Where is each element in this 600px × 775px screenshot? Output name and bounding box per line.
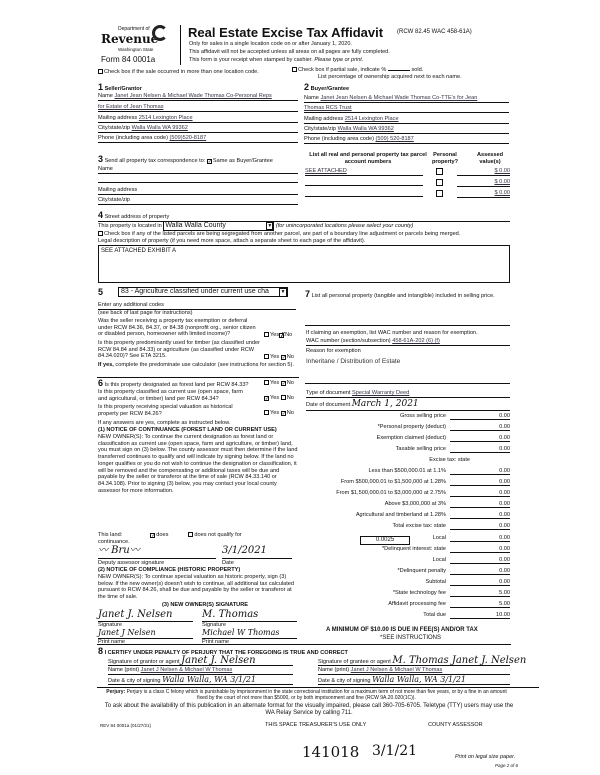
page-number: Page 2 of 6	[495, 763, 519, 768]
tax-row	[305, 446, 510, 457]
grantor-date-city[interactable]	[108, 675, 293, 685]
no-label: No	[285, 332, 293, 338]
form-number: Form 84 0001a	[101, 55, 156, 64]
tax-label: Affidavit processing fee	[388, 600, 446, 607]
minimum-note: A MINIMUM OF $10.00 IS DUE IN FEE(S) AND/OR TAX	[326, 627, 478, 633]
form-rcw: (RCW 82.45 WAC 458-61A)	[397, 29, 472, 35]
county-select[interactable]	[163, 221, 274, 231]
buyer-heading	[304, 82, 349, 93]
tax-row	[305, 501, 510, 512]
tax-value[interactable]: 0.00	[450, 557, 510, 564]
tax-label: *Delinquent penalty	[397, 567, 446, 574]
dept-label: Department of	[118, 26, 150, 32]
label: Type of document	[306, 390, 351, 396]
sig-label: Signature	[98, 622, 122, 628]
form-title: Real Estate Excise Tax Affidavit	[188, 25, 384, 40]
local-rate-field[interactable]: 0.0025	[360, 536, 410, 545]
county-assessor: COUNTY ASSESSOR	[428, 722, 483, 728]
perjury-bold: Perjury:	[106, 689, 126, 695]
treasurer-space: THIS SPACE TREASURER'S USE ONLY	[265, 722, 367, 728]
section-number: 3	[98, 154, 104, 164]
stamp-number: 141018	[302, 743, 360, 761]
stamp-date: 3/1/21	[372, 743, 418, 759]
value: Janet J Nelsen & Michael W Thomas	[350, 667, 443, 673]
county-note: (for unincorporated locations please select your county)	[275, 223, 414, 229]
no-label: No	[286, 354, 294, 360]
personal-property-header: Personal property?	[431, 152, 459, 165]
legal-description-field[interactable]	[98, 245, 510, 283]
tax-label: Excise tax: state	[429, 457, 470, 464]
parcel-row	[305, 168, 510, 179]
personal-property-field[interactable]	[305, 320, 510, 326]
q-timber: Is this property predominantly used for timber (as classified under RCW 84.84 and 84.33) or agriculture (as classified under RCW 84.34.020)? See ETA 3215.	[98, 340, 260, 360]
label: Enter any additional codes	[98, 302, 164, 308]
tax-label: Taxable selling price	[395, 446, 446, 453]
same-as-buyer-label: Same as Buyer/Grantee	[212, 158, 273, 164]
wac-value: 458-61A-202 (6) (f)	[392, 338, 440, 344]
buyer-city[interactable]	[304, 126, 509, 134]
tax-label: Local	[432, 534, 446, 541]
segregated-label: Check box if any of the listed parcels are being segregated from another parcel, are part of a boundary line adjustment or parcels being merged.	[104, 231, 461, 237]
grantor-signature[interactable]	[108, 656, 293, 666]
tax-value[interactable]: 0.00	[450, 501, 510, 508]
parcel-number[interactable]	[305, 179, 423, 186]
yes-label: Yes	[270, 332, 280, 338]
tax-label: Gross selling price	[399, 413, 446, 419]
tax-label: *Personal property (deduct)	[377, 424, 446, 431]
yes-label: Yes	[270, 380, 280, 386]
no-checkbox[interactable]: ✗	[280, 332, 286, 339]
any-yes-note: If any answers are yes, complete as instructed below.	[98, 420, 231, 426]
q-current-use-answer[interactable]	[264, 395, 294, 402]
header-line3	[189, 57, 363, 64]
personal-property-checkbox[interactable]	[436, 190, 443, 197]
divider	[97, 644, 511, 645]
q-forest-text: Is this property designated as forest land per RCW 84.33?	[104, 382, 249, 388]
tax-row	[305, 413, 510, 424]
value: (509) 520-8187	[375, 136, 414, 142]
label: Phone (including area code)	[98, 135, 168, 141]
tax-row	[305, 557, 510, 568]
no-checkbox[interactable]: ✓	[281, 411, 286, 417]
doc-date-field[interactable]	[306, 399, 510, 411]
tax-value[interactable]: 5.00	[450, 590, 510, 597]
tax-value[interactable]: 5.00	[450, 601, 510, 608]
parcel-number[interactable]	[305, 190, 423, 197]
header-line3-italic: Please type or print.	[314, 57, 364, 63]
list-pct-note: List percentage of ownership acquired next to each name.	[318, 74, 462, 80]
notice1-text: NEW OWNER(S): To continue the current designation as forest land or classification as current use (open space, farm and agriculture, or timber) land, you must sign on (3) below. The county assessor must then determine if the land transferred continues to qualify and will indicate by signing below. If the land no longer qualifies or you do not wish to continue the designation or classification, it will be removed and the compensating or additional taxes will be due and payable by the seller or transferor at the time of sale (RCW 84.33.140 or 84.34.108). Prior to signing (3) below, you may contact your local county assessor for more information.	[98, 434, 298, 494]
legal-paper-note: Print on legal size paper.	[455, 754, 516, 760]
sec3-city[interactable]	[98, 197, 298, 205]
does-label: does	[156, 532, 169, 538]
tax-value[interactable]: 0.00	[450, 579, 510, 586]
segregated-check[interactable]	[98, 231, 460, 238]
reason-line	[305, 378, 510, 384]
owner2-print[interactable]: Michael W Thomas	[202, 628, 297, 639]
seller-title: Seller/Grantor	[104, 86, 142, 92]
tax-row	[305, 601, 510, 612]
label: Name	[98, 93, 113, 99]
personal-property-checkbox[interactable]	[436, 168, 443, 175]
section-number: 6	[98, 378, 104, 388]
see-instructions: *SEE INSTRUCTIONS	[380, 635, 442, 641]
label: This land:	[98, 532, 123, 538]
tax-label: Total due	[423, 611, 446, 618]
yes-label: Yes	[270, 410, 280, 416]
tax-label: *State technology fee	[392, 589, 446, 596]
label: Name	[98, 166, 113, 172]
tax-value[interactable]: 10.00	[450, 612, 510, 619]
county-value: Walla Walla County	[165, 222, 226, 229]
revenue-logo-icon	[152, 25, 168, 41]
no-checkbox[interactable]: ✓	[281, 381, 286, 387]
buyer-name-line2[interactable]	[304, 105, 509, 113]
label: Street address of property	[104, 214, 170, 220]
tax-row	[305, 512, 510, 523]
label: Name (print)	[318, 667, 350, 673]
sold-label: sold.	[411, 67, 424, 73]
value: Walla Walla, WA 3/1/21	[372, 675, 466, 684]
parcels-header: List all real and personal property tax parcel account numbers	[309, 152, 427, 165]
buyer-mail[interactable]	[304, 116, 509, 124]
rev-number: REV 84 0001a (01/27/21)	[100, 723, 152, 728]
q-historic: Is this property receiving special valuation as historical property per RCW 84.26?	[98, 404, 233, 417]
tax-value[interactable]: 0.00	[450, 535, 510, 542]
ifyes-rest: complete the predominate use calculator (see instructions for section 5).	[115, 362, 294, 368]
tax-row	[305, 590, 510, 601]
additional-codes-field[interactable]	[98, 302, 296, 310]
buyer-phone[interactable]	[304, 136, 509, 144]
tax-value[interactable]: 0.00	[450, 512, 510, 519]
buyer-name-cont: Thomas RCS Trust	[304, 105, 352, 111]
same-as-buyer-checkbox[interactable]: ✓	[207, 159, 213, 165]
continuance-label: continuance.	[98, 539, 130, 545]
seller-city[interactable]	[98, 125, 298, 133]
section-number: 8	[98, 646, 104, 656]
owner1-signature[interactable]: Janet J. Nelsen	[98, 609, 193, 622]
does-not-checkbox[interactable]	[188, 532, 193, 537]
seller-mail[interactable]	[98, 115, 298, 123]
notice1-title: (1) NOTICE OF CONTINUANCE (FOREST LAND OR CURRENT USE)	[98, 427, 277, 433]
tax-row	[305, 523, 510, 534]
tax-value[interactable]: 0.00	[450, 435, 510, 442]
value: 2514 Lexington Place	[138, 115, 193, 121]
no-label: No	[286, 380, 294, 386]
state-label: Washington State	[118, 47, 154, 52]
yes-label: Yes	[270, 395, 280, 401]
label: City/state/zip	[304, 126, 337, 132]
grantee-date-city[interactable]	[318, 675, 510, 685]
tax-row	[305, 457, 510, 468]
label: Name	[304, 95, 319, 101]
q-forest	[98, 378, 249, 389]
tax-label: Local	[432, 556, 446, 563]
chevron-down-icon[interactable]: ▼	[280, 289, 286, 295]
label: Mailing address	[98, 187, 138, 193]
sec3-heading	[98, 154, 273, 165]
tax-value[interactable]: 0.00	[450, 568, 510, 575]
seller-phone[interactable]	[98, 135, 298, 143]
assessed-value[interactable]: $ 0.00	[457, 168, 510, 176]
tax-row	[305, 490, 510, 501]
tax-value[interactable]: 0.00	[450, 424, 510, 431]
no-checkbox[interactable]	[281, 395, 286, 400]
yes-checkbox[interactable]	[264, 410, 269, 415]
tax-label: Exemption claimed (deduct)	[376, 435, 446, 442]
ifyes-note	[98, 362, 298, 369]
tax-value[interactable]: 0.00	[450, 468, 510, 475]
label: Mailing address	[98, 115, 138, 121]
reason-label: Reason for exemption	[306, 348, 361, 354]
multi-location-label: Check box if the sale occurred in more than one location code.	[104, 69, 259, 75]
no-label: No	[286, 410, 294, 416]
tax-value[interactable]: 0.00	[450, 523, 510, 530]
certify-text: I CERTIFY UNDER PENALTY OF PERJURY THAT THE FOREGOING IS TRUE AND CORRECT	[104, 650, 348, 656]
ifyes-bold: If yes,	[98, 362, 114, 368]
q-exemption-answer[interactable]	[264, 332, 292, 339]
signature-mark: M. Thomas Janet J. Nelsen	[392, 655, 527, 666]
value: Janet J Nelsen & Michael W Thomas	[140, 667, 233, 673]
this-land-row	[98, 532, 242, 539]
sec7-text: List all personal property (tangible and intangible) included in selling price.	[311, 293, 495, 299]
checkbox[interactable]	[98, 231, 103, 236]
tax-label: Above $3,000,000 at 3%	[384, 501, 446, 508]
land-use-code: 83 - Agriculture classified under current use cha	[121, 288, 269, 295]
value: Walla Walla WA 99362	[131, 125, 188, 131]
no-checkbox[interactable]: ✓	[281, 355, 286, 361]
sec5-heading	[98, 287, 103, 298]
personal-property-checkbox[interactable]	[436, 179, 443, 186]
yes-checkbox[interactable]: ✓	[265, 396, 270, 402]
sig-label: Signature	[202, 622, 226, 628]
notice2-text: NEW OWNER(S): To continue special valuation as historic property, sign (3) below. If the new owner(s) doesn't wish to continue, all additional tax calculated pursuant to RCW 84.26, shall be due and payable by the seller or transferor at the time of sale.	[98, 574, 295, 601]
tax-label: *Delinquent interest: state	[381, 545, 446, 552]
tax-row	[305, 612, 510, 623]
value: Walla Walla WA 99362	[337, 126, 394, 132]
notice3-title: (3) NEW OWNER(S) SIGNATURE	[162, 602, 248, 608]
deputy-sig-label: Deputy assessor signature	[98, 560, 165, 566]
tax-row	[305, 479, 510, 490]
tax-label: Agricultural and timberland at 1.28%	[355, 512, 446, 519]
partial-pct-field[interactable]	[388, 70, 410, 71]
multi-location-check[interactable]	[98, 69, 259, 76]
value: 2514 Lexington Place	[344, 116, 399, 122]
seller-heading	[98, 82, 142, 93]
tax-label: From $1,500,000.01 to $3,000,000 at 2.75%	[336, 490, 446, 497]
checkbox[interactable]	[292, 67, 297, 72]
date-label: Date	[222, 560, 234, 566]
sec3-mail[interactable]	[98, 187, 298, 195]
perjury-text: Perjury is a class C felony which is punishable by imprisonment in the state correctional institution for a maximum term of not more than five years, or by a fine in an amount fixed by the court of not more than $5000, or by both imprisonment and fine (RCW 9A.20.020(1C)).	[126, 689, 507, 701]
print-label: Print name	[202, 639, 230, 645]
yes-checkbox[interactable]	[264, 354, 269, 359]
accessibility-note: To ask about the availability of this publication in an alternate format for the visually impaired, please call 360-705-6705. Teletype (TTY) users may use the WA Relay Service by calling 711.	[104, 703, 514, 717]
q-exemption: Was the seller receiving a property tax exemption or deferral under RCW 84.36, 84.37, or 84.38 (nonprofit org., senior citizen or disabled person, homeowner with limited income)?	[98, 318, 256, 338]
reason-value[interactable]: Inheritane / Distribution of Estate	[306, 358, 401, 365]
label: WAC number (section/subsection)	[306, 338, 391, 344]
buyer-name-line1[interactable]	[304, 95, 509, 103]
header-line1: Only for sales in a single location code on or after January 1, 2020.	[189, 41, 352, 47]
header-divider	[180, 25, 181, 65]
sec3-label: Send all property tax correspondence to:	[104, 158, 206, 164]
label: Signature of grantor or agent	[108, 659, 180, 665]
label: Date & city of signing	[108, 678, 161, 684]
sec7-label	[305, 289, 510, 300]
legal-value: SEE ATTACHED EXHIBIT A	[101, 248, 177, 254]
value: (509)520-8187	[169, 135, 207, 141]
tax-label: Total excise tax: state	[392, 523, 446, 530]
label: Phone (including area code)	[304, 136, 374, 142]
legal-label: Legal description of property (if you need more space, attach a separate sheet to each page of the affidavit).	[98, 238, 366, 244]
parcel-row	[305, 179, 510, 190]
land-use-code-select[interactable]	[118, 287, 288, 297]
exemption-note: If claiming an exemption, list WAC number and reason for exemption.	[306, 330, 478, 336]
yes-label: Yes	[270, 354, 280, 360]
parcel-rows	[305, 168, 510, 201]
seller-name: Janet Jean Nelsen & Michael Wade Thomas Co-Personal Reps	[114, 93, 272, 99]
tax-label: From $500,000.01 to $1,500,000 at 1.28%	[340, 479, 446, 486]
wac-field[interactable]	[306, 338, 510, 346]
section-number: 1	[98, 82, 104, 92]
section-number: 5	[98, 287, 104, 297]
see-back-note: (see back of last page for instructions)	[98, 310, 193, 316]
label: This property is located in	[98, 223, 162, 229]
section-number: 2	[304, 82, 310, 92]
parcel-number[interactable]: SEE ATTACHED	[305, 168, 423, 176]
deputy-date[interactable]: 3/1/2021	[222, 545, 292, 559]
tax-row	[305, 468, 510, 479]
label: Signature of grantee or agent	[318, 659, 391, 665]
partial-sale-check[interactable]	[292, 67, 423, 74]
header-line2: This affidavit will not be accepted unless all areas on all pages are fully completed.	[189, 49, 390, 55]
county-row	[98, 221, 413, 231]
seller-name-line1[interactable]	[98, 93, 298, 101]
q-forest-answer[interactable]	[264, 380, 294, 387]
does-not-label: does not qualify for	[194, 532, 242, 538]
tax-row	[305, 435, 510, 446]
perjury-note	[104, 689, 509, 701]
label: Date of document	[306, 402, 351, 408]
sec3-name-line2[interactable]	[98, 176, 298, 183]
print-label: Print name	[98, 639, 126, 645]
label: Mailing address	[304, 116, 344, 122]
grantor-name[interactable]	[108, 667, 293, 675]
signature-mark: Janet J. Nelsen	[181, 655, 256, 666]
q-timber-answer[interactable]	[264, 354, 294, 361]
tax-row	[305, 424, 510, 435]
label: Date & city of signing	[318, 678, 371, 684]
doc-date-value: March 1, 2021	[351, 399, 419, 409]
header-line3-text: This form is your receipt when stamped by cashier.	[189, 57, 313, 63]
yes-checkbox[interactable]	[264, 380, 269, 385]
partial-label: Check box if partial sale, indicate %	[298, 67, 387, 73]
q-current-use: Is this property classified as current use (open space, farm and agricultural, or timber) land per RCW 84.34?	[98, 389, 243, 402]
seller-name-cont: for Estate of Jean Thomas	[98, 104, 164, 110]
sec3-name[interactable]	[98, 166, 298, 174]
section-number: 4	[98, 210, 104, 220]
tax-value[interactable]: 0.00	[450, 413, 510, 420]
tax-row	[305, 568, 510, 579]
q-historic-answer[interactable]	[264, 410, 294, 417]
assessed-value[interactable]: $ 0.00	[457, 179, 510, 187]
seller-name-line2[interactable]	[98, 104, 298, 112]
checkbox[interactable]	[98, 69, 103, 74]
does-checkbox[interactable]: ✓	[151, 533, 156, 539]
label: City/state/zip	[98, 197, 131, 203]
notice2-title: (2) NOTICE OF COMPLIANCE (HISTORIC PROPERTY)	[98, 567, 241, 573]
assessed-value[interactable]: $ 0.00	[457, 190, 510, 198]
section-number: 7	[305, 289, 311, 299]
tax-row	[305, 579, 510, 590]
deputy-signature[interactable]: 〰 Bru〰	[98, 545, 216, 559]
tax-label: Less than $500,000.01 at 1.1%	[368, 468, 446, 475]
doc-type-field[interactable]	[306, 390, 510, 398]
parcel-row	[305, 190, 510, 201]
chevron-down-icon[interactable]: ▼	[267, 223, 273, 229]
doc-type-value: Special Warranty Deed	[352, 390, 410, 396]
tax-value[interactable]: 0.00	[450, 546, 510, 553]
tax-calculation	[305, 413, 510, 623]
buyer-title: Buyer/Grantee	[310, 86, 350, 92]
label: City/state/zip	[98, 125, 131, 131]
grantee-name[interactable]	[318, 667, 510, 675]
yes-checkbox[interactable]	[264, 332, 269, 337]
tax-row	[305, 546, 510, 557]
tax-value[interactable]: 0.00	[450, 490, 510, 497]
grantee-signature[interactable]	[318, 655, 527, 666]
value: Walla Walla, WA 3/1/21	[162, 675, 256, 684]
tax-label: Subtotal	[425, 578, 446, 585]
label: Name (print)	[108, 667, 140, 673]
owner1-print[interactable]: Janet J Nelsen	[98, 628, 193, 639]
tax-value[interactable]: 0.00	[450, 446, 510, 453]
owner2-signature[interactable]: M. Thomas	[202, 609, 297, 622]
assessed-value-header: Assessed value(s)	[476, 152, 504, 165]
no-label: No	[286, 395, 294, 401]
tax-value[interactable]: 0.00	[450, 479, 510, 486]
divider	[97, 687, 539, 688]
buyer-name: Janet Jean Nelsen & Michael Wade Thomas Co-TTE's for Jean	[320, 95, 478, 101]
revenue-logo-text: Revenue	[101, 32, 159, 46]
